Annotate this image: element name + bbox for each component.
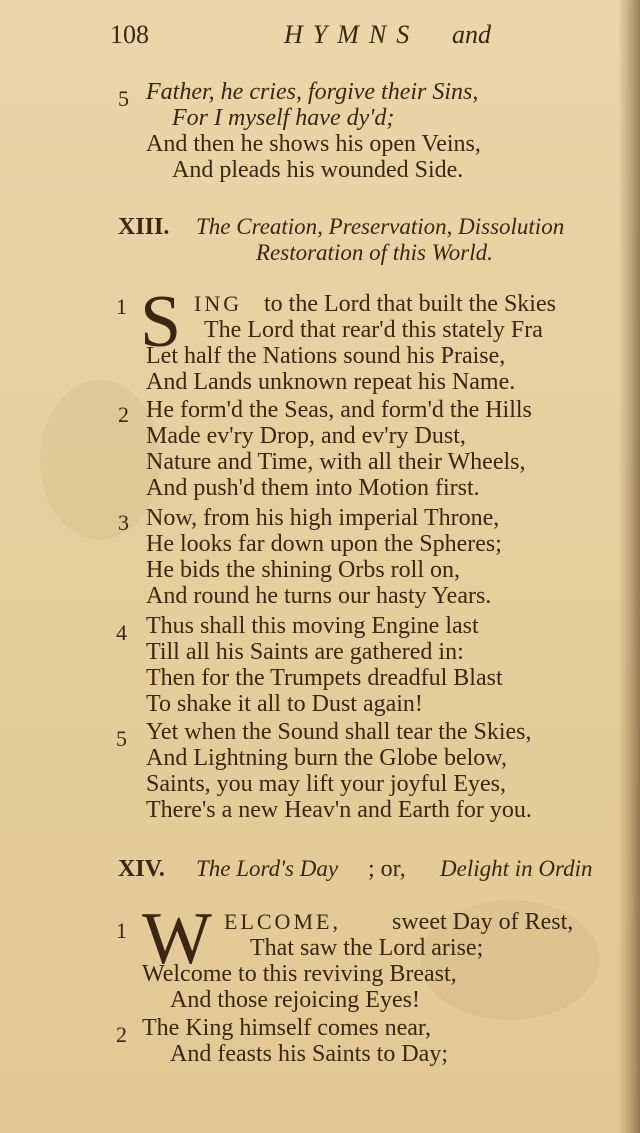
hymn-title: The Creation, Preservation, Dissolution (196, 214, 565, 239)
hymn-number: XIII. (118, 214, 170, 240)
verse-line: Saints, you may lift your joyful Eyes, (146, 771, 506, 797)
verse-line: And round he turns our hasty Years. (146, 583, 492, 609)
hymn-title: Restoration of this World. (256, 240, 493, 265)
verse-line: sweet Day of Rest, (392, 909, 574, 935)
hymn-number: XIV. (118, 856, 165, 882)
hymn-title: Delight in Ordin (440, 856, 593, 881)
verse-number: 4 (116, 620, 127, 645)
running-head-title: HYMNS (284, 20, 420, 49)
verse-line: Yet when the Sound shall tear the Skies, (146, 719, 532, 745)
verse-line: Thus shall this moving Engine last (146, 613, 479, 639)
verse-line: And then he shows his open Veins, (146, 131, 481, 157)
verse-line: Let half the Nations sound his Praise, (146, 343, 506, 369)
hymn-title: The Lord's Day (196, 856, 339, 881)
title-separator: ; or, (368, 856, 406, 882)
verse-line: He bids the shining Orbs roll on, (146, 557, 460, 583)
verse-line: Welcome to this reviving Breast, (142, 961, 457, 987)
verse-number: 3 (118, 510, 129, 535)
verse-line: There's a new Heav'n and Earth for you. (146, 797, 532, 823)
verse-line: To shake it all to Dust again! (146, 691, 423, 717)
verse-line: He form'd the Seas, and form'd the Hills (146, 397, 532, 423)
verse-line: Till all his Saints are gathered in: (146, 639, 464, 665)
verse-line: The King himself comes near, (142, 1015, 431, 1041)
verse-line: Then for the Trumpets dreadful Blast (146, 665, 503, 691)
verse-line: to the Lord that built the Skies (264, 291, 556, 317)
verse-line: That saw the Lord arise; (250, 935, 484, 961)
verse-line: And pleads his wounded Side. (172, 157, 464, 183)
verse-line: And Lands unknown repeat his Name. (146, 369, 516, 395)
verse-line: Now, from his high imperial Throne, (146, 505, 500, 531)
verse-number: 1 (116, 294, 127, 319)
verse-line: And feasts his Saints to Day; (170, 1041, 448, 1067)
verse-line: The Lord that rear'd this stately Fra (204, 317, 543, 343)
opening-word: ING (194, 291, 243, 316)
verse-number: 1 (116, 918, 127, 943)
verse-line: And Lightning burn the Globe below, (146, 745, 508, 771)
opening-word: ELCOME, (224, 909, 341, 934)
verse-line: Father, he cries, forgive their Sins, (146, 79, 479, 105)
verse-number: 2 (118, 402, 129, 427)
verse-number: 5 (116, 726, 127, 751)
drop-cap: W (142, 898, 212, 980)
paper-stain (40, 380, 160, 540)
verse-line: And those rejoicing Eyes! (170, 987, 420, 1013)
running-head-conjunction: and (452, 20, 491, 49)
verse-line: And push'd them into Motion first. (146, 475, 480, 501)
page-number: 108 (110, 20, 149, 49)
drop-cap: S (140, 281, 182, 363)
verse-line: Nature and Time, with all their Wheels, (146, 449, 526, 475)
verse-number: 2 (116, 1022, 127, 1047)
page-edge-shadow (618, 0, 640, 1133)
verse-number: 5 (118, 86, 129, 111)
verse-line: For I myself have dy'd; (172, 105, 395, 131)
verse-line: He looks far down upon the Spheres; (146, 531, 502, 557)
verse-line: Made ev'ry Drop, and ev'ry Dust, (146, 423, 466, 449)
